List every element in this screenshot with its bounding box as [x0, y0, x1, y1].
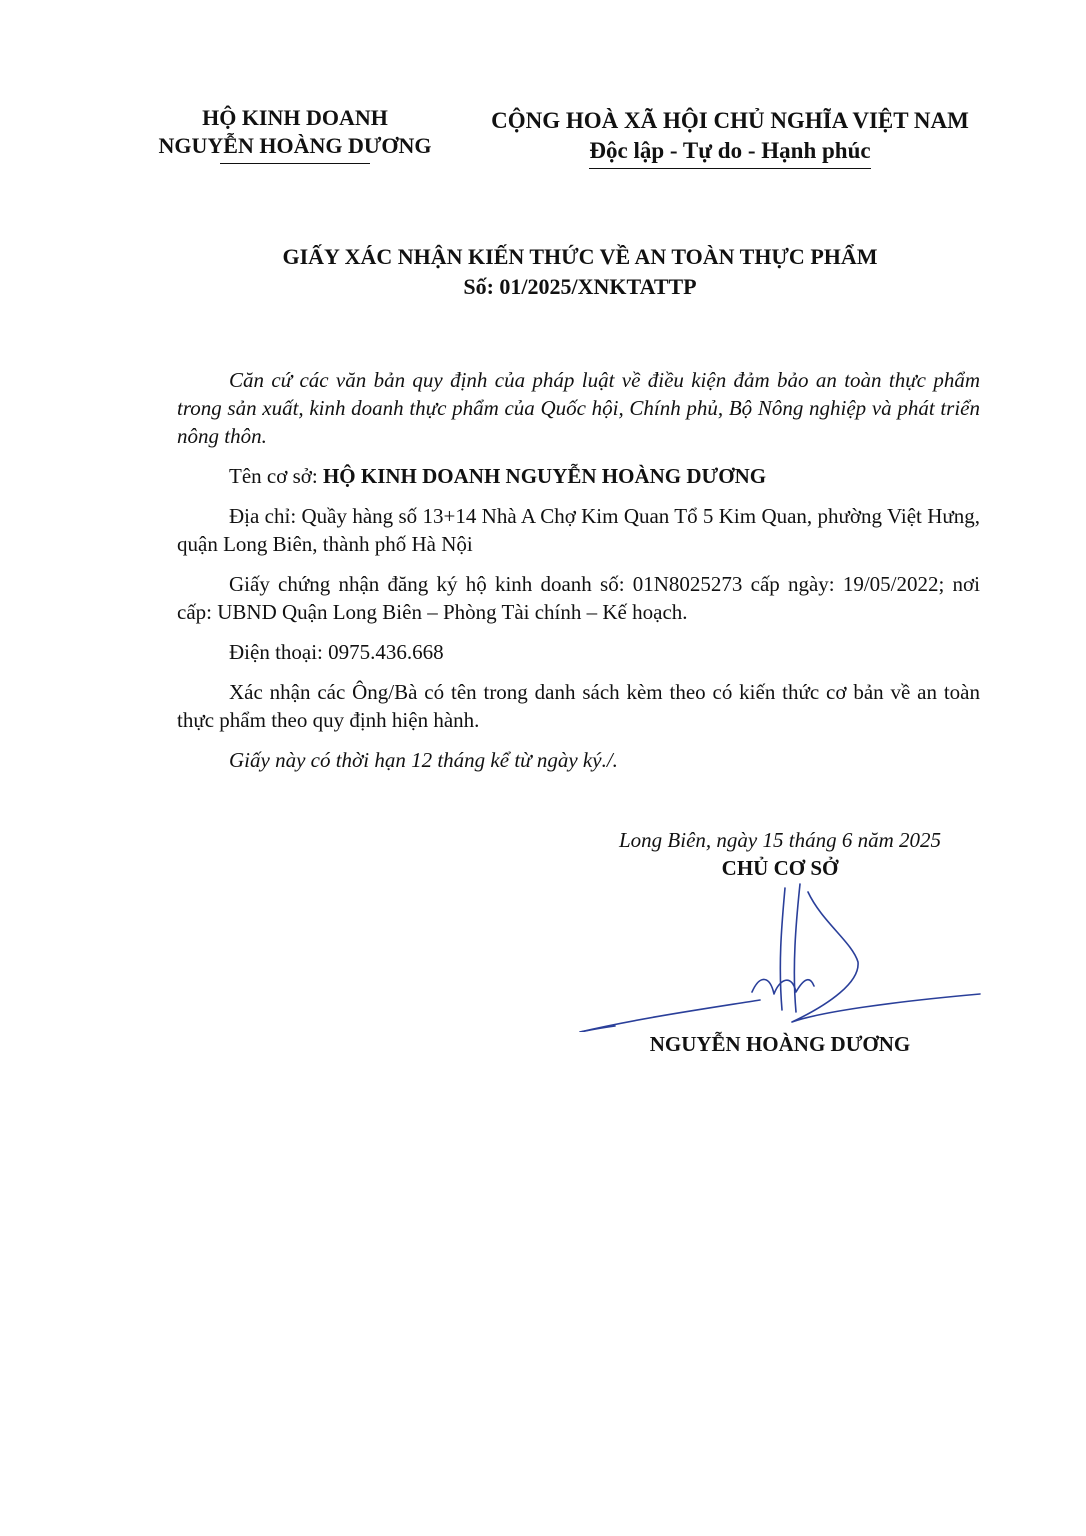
confirmation-line: Xác nhận các Ông/Bà có tên trong danh sách kèm theo có kiến thức cơ bản về an toàn thực phẩm theo quy định hiện hành. [177, 680, 980, 732]
signature-block [560, 826, 1000, 1058]
phone-line: Điện thoại: 0975.436.668 [229, 640, 444, 664]
country-name: CỘNG HOÀ XÃ HỘI CHỦ NGHĨA VIỆT NAM [491, 108, 969, 133]
issuer-line-2: NGUYỄN HOÀNG DƯƠNG [158, 133, 432, 158]
document-title [100, 242, 1060, 302]
facility-name: HỘ KINH DOANH NGUYỄN HOÀNG DƯƠNG [322, 464, 767, 488]
validity-line: Giấy này có thời hạn 12 tháng kể từ ngày ký./. [229, 748, 618, 772]
signer-role: CHỦ CƠ SỞ [721, 856, 839, 880]
facility-label: Tên cơ sở: [229, 464, 323, 488]
signer-name: NGUYỄN HOÀNG DƯƠNG [649, 1032, 911, 1056]
address-line: Địa chỉ: Quầy hàng số 13+14 Nhà A Chợ Kim Quan Tổ 5 Kim Quan, phường Việt Hưng, quận Long Biên, thành phố Hà Nội [177, 504, 980, 556]
certificate-line: Giấy chứng nhận đăng ký hộ kinh doanh số: 01N8025273 cấp ngày: 19/05/2022; nơi cấp: UBND Quận Long Biên – Phòng Tài chính – Kế hoạch. [177, 572, 980, 624]
document-number: Số: 01/2025/XNKTATTP [463, 274, 697, 299]
place-date: Long Biên, ngày 15 tháng 6 năm 2025 [619, 828, 941, 852]
title-main: GIẤY XÁC NHẬN KIẾN THỨC VỀ AN TOÀN THỰC PHẨM [282, 244, 878, 269]
issuer-header [140, 104, 450, 164]
national-motto: Độc lập - Tự do - Hạnh phúc [589, 136, 870, 169]
document-body [177, 366, 980, 786]
legal-basis: Căn cứ các văn bản quy định của pháp luật về điều kiện đảm bảo an toàn thực phẩm trong sản xuất, kinh doanh thực phẩm của Quốc hội, Chính phủ, Bộ Nông nghiệp và phát triển nông thôn. [177, 368, 980, 448]
facility-line [177, 462, 980, 490]
issuer-underline [220, 163, 370, 164]
national-header [470, 106, 990, 169]
handwritten-signature [560, 882, 1000, 1032]
issuer-line-1: HỘ KINH DOANH [202, 105, 388, 130]
